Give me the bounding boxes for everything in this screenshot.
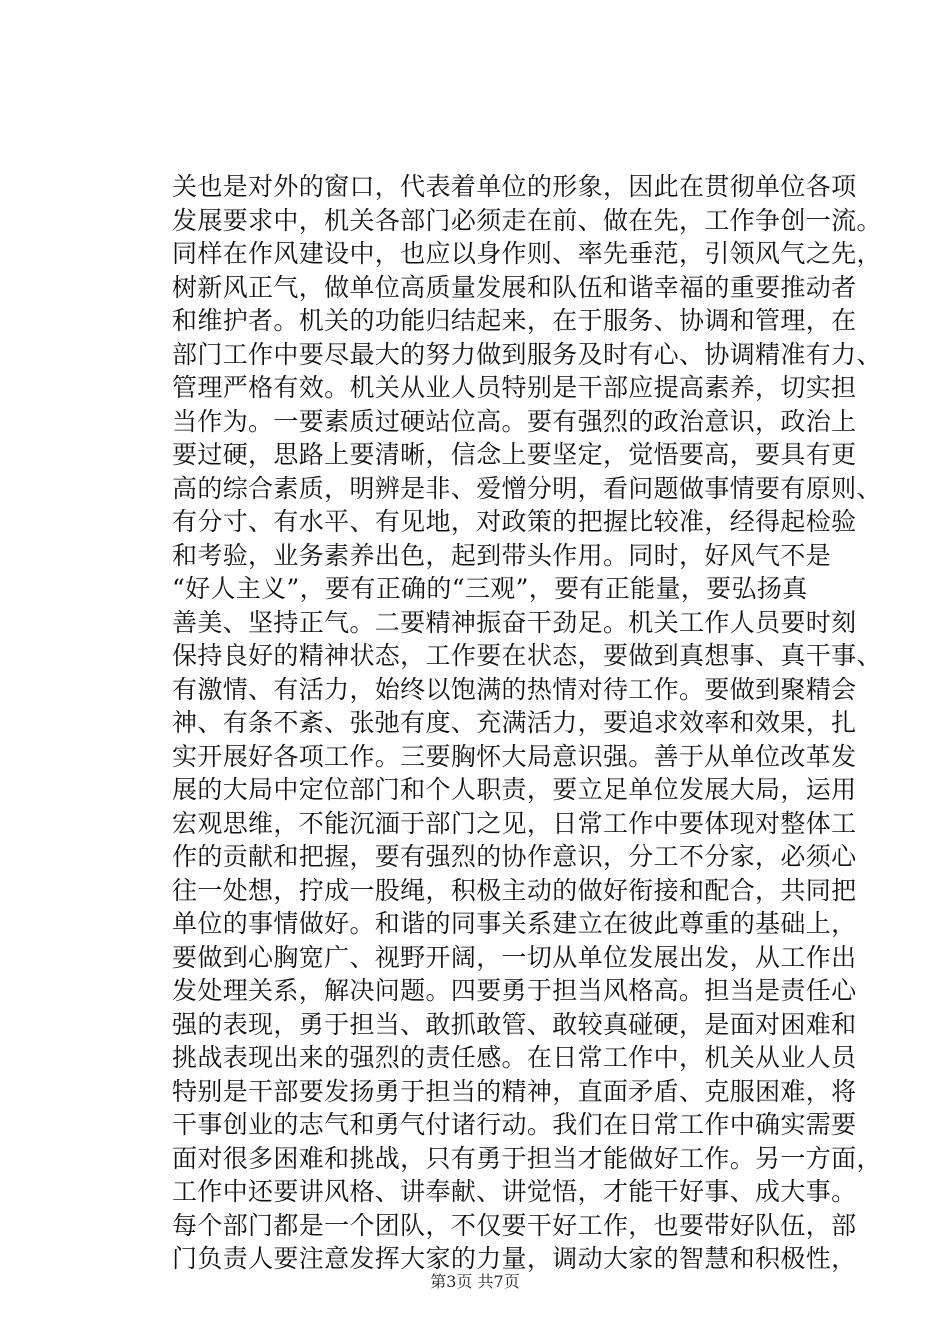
text-line: 单位的事情做好。和谐的同事关系建立在彼此尊重的基础上， [172,909,857,938]
text-line: 宏观思维，不能沉湎于部门之见，日常工作中要体现对整体工 [172,808,857,838]
text-line: 关也是对外的窗口，代表着单位的形象，因此在贯彻单位各项 [172,172,857,201]
text-line: 工作中还要讲风格、讲奉献、讲觉悟，才能干好事、成大事。 [172,1177,857,1206]
text-line: 当作为。一要素质过硬站位高。要有强烈的政治意识，政治上 [172,406,857,436]
text-line: 高的综合素质，明辨是非、爱憎分明，看问题做事情要有原则、 [172,473,882,503]
text-line: 有激情、有活力，始终以饱满的热情对待工作。要做到聚精会 [172,674,857,704]
text-line: 往一处想，拧成一股绳，积极主动的做好衔接和配合，共同把 [172,875,857,905]
page-number-footer: 第3页 共7页 [430,1272,520,1291]
text-line: 发处理关系，解决问题。四要勇于担当风格高。担当是责任心 [172,976,857,1005]
text-line: 面对很多困难和挑战，只有勇于担当才能做好工作。另一方面， [172,1143,882,1173]
text-line: 保持良好的精神状态，工作要在状态，要做到真想事、真干事、 [172,641,882,670]
text-line: 每个部门都是一个团队，不仅要干好工作，也要带好队伍，部 [172,1210,857,1240]
text-line: 善美、坚持正气。二要精神振奋干劲足。机关工作人员要时刻 [172,607,857,637]
text-line: 展的大局中定位部门和个人职责，要立足单位发展大局，运用 [172,775,857,804]
text-line: 实开展好各项工作。三要胸怀大局意识强。善于从单位改革发 [172,741,857,771]
text-line: 强的表现，勇于担当、敢抓敢管、敢较真碰硬，是面对困难和 [172,1009,857,1039]
text-line: “好人主义”，要有正确的“三观”，要有正能量，要弘扬真 [172,574,808,603]
text-line: 有分寸、有水平、有见地，对政策的把握比较准，经得起检验 [172,507,857,536]
text-line: 同样在作风建设中，也应以身作则、率先垂范，引领风气之先， [172,239,882,268]
text-line: 部门工作中要尽最大的努力做到服务及时有心、协调精准有力、 [172,339,882,369]
text-line: 要过硬，思路上要清晰，信念上要坚定，觉悟要高，要具有更 [172,440,857,469]
text-line: 要做到心胸宽广、视野开阔，一切从单位发展出发，从工作出 [172,942,857,972]
text-line: 特别是干部要发扬勇于担当的精神，直面矛盾、克服困难，将 [172,1076,857,1106]
text-line: 树新风正气，做单位高质量发展和队伍和谐幸福的重要推动者 [172,272,857,302]
text-line: 门负责人要注意发挥大家的力量，调动大家的智慧和积极性， [172,1244,857,1273]
text-line: 和维护者。机关的功能归结起来，在于服务、协调和管理，在 [172,306,857,335]
text-line: 发展要求中，机关各部门必须走在前、做在先，工作争创一流。 [172,205,882,235]
text-line: 挑战表现出来的强烈的责任感。在日常工作中，机关从业人员 [172,1043,857,1072]
text-line: 和考验，业务素养出色，起到带头作用。同时，好风气不是 [172,540,832,570]
text-line: 神、有条不紊、张弛有度、充满活力，要追求效率和效果，扎 [172,708,857,737]
body-paragraph [172,170,882,1276]
text-line: 干事创业的志气和勇气付诸行动。我们在日常工作中确实需要 [172,1110,857,1139]
text-line: 作的贡献和把握，要有强烈的协作意识，分工不分家，必须心 [172,842,857,871]
text-line: 管理严格有效。机关从业人员特别是干部应提高素养，切实担 [172,373,857,402]
